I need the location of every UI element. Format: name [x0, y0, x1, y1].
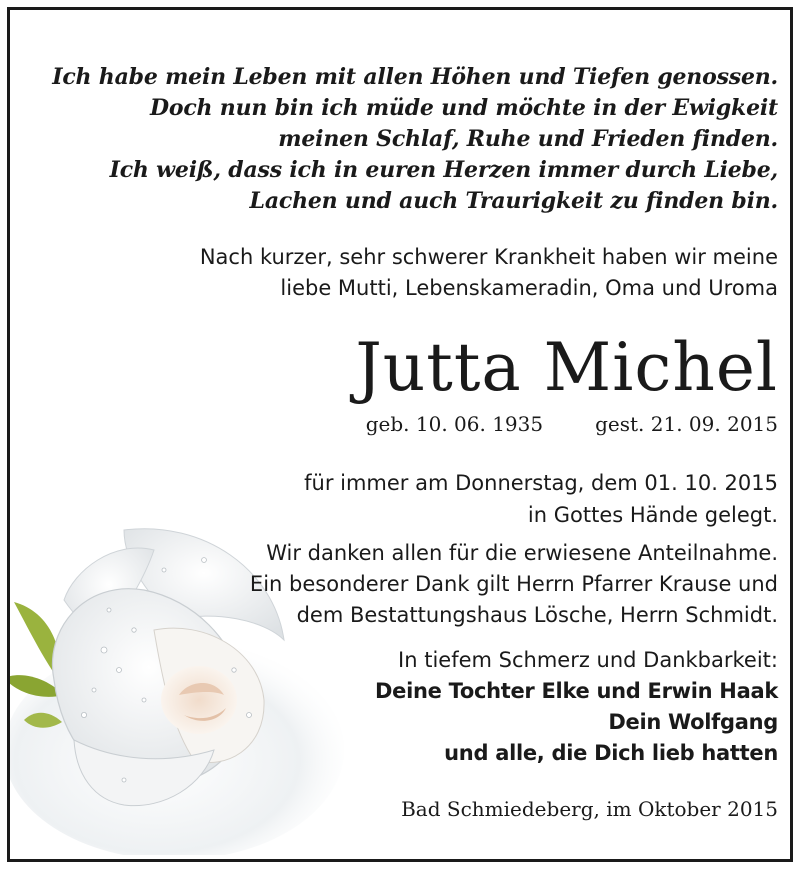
poem-line: Ich habe mein Leben mit allen Höhen und Tiefen genossen.: [52, 64, 778, 90]
mourning-intro: In tiefem Schmerz und Dankbarkeit:: [398, 648, 778, 672]
burial-line: in Gottes Hände gelegt.: [527, 503, 778, 527]
deceased-name: Jutta Michel: [355, 329, 778, 406]
poem-line: Doch nun bin ich müde und möchte in der Ewigkeit: [149, 95, 778, 121]
mourner-name: und alle, die Dich lieb hatten: [444, 741, 778, 765]
thanks-line: Ein besonderer Dank gilt Herrn Pfarrer Krause und: [249, 572, 778, 596]
thanks-line: dem Bestattungshaus Lösche, Herrn Schmidt.: [296, 603, 778, 627]
poem-line: Lachen und auch Traurigkeit zu finden bin.: [249, 188, 778, 214]
intro-line: Nach kurzer, sehr schwerer Krankheit haben wir meine: [199, 245, 778, 269]
thanks-text: [78, 538, 778, 631]
poem-line: meinen Schlaf, Ruhe und Frieden finden.: [278, 126, 778, 152]
intro-text: [78, 242, 778, 304]
poem-line: Ich weiß, dass ich in euren Herzen immer durch Liebe,: [109, 157, 778, 183]
birth-date: geb. 10. 06. 1935: [365, 412, 544, 436]
life-dates: [78, 409, 778, 439]
place-date: Bad Schmiedeberg, im Oktober 2015: [401, 797, 778, 821]
burial-line: für immer am Donnerstag, dem 01. 10. 2015: [304, 471, 778, 495]
mourner-name: Deine Tochter Elke und Erwin Haak: [375, 679, 778, 703]
death-date: gest. 21. 09. 2015: [595, 412, 778, 436]
poem: [38, 62, 778, 217]
burial-notice: [78, 467, 778, 531]
mourners: [278, 645, 778, 769]
thanks-line: Wir danken allen für die erwiesene Anteilnahme.: [266, 541, 778, 565]
mourner-name: Dein Wolfgang: [608, 710, 778, 734]
intro-line: liebe Mutti, Lebenskameradin, Oma und Uroma: [280, 276, 778, 300]
obituary-card: [7, 7, 793, 862]
